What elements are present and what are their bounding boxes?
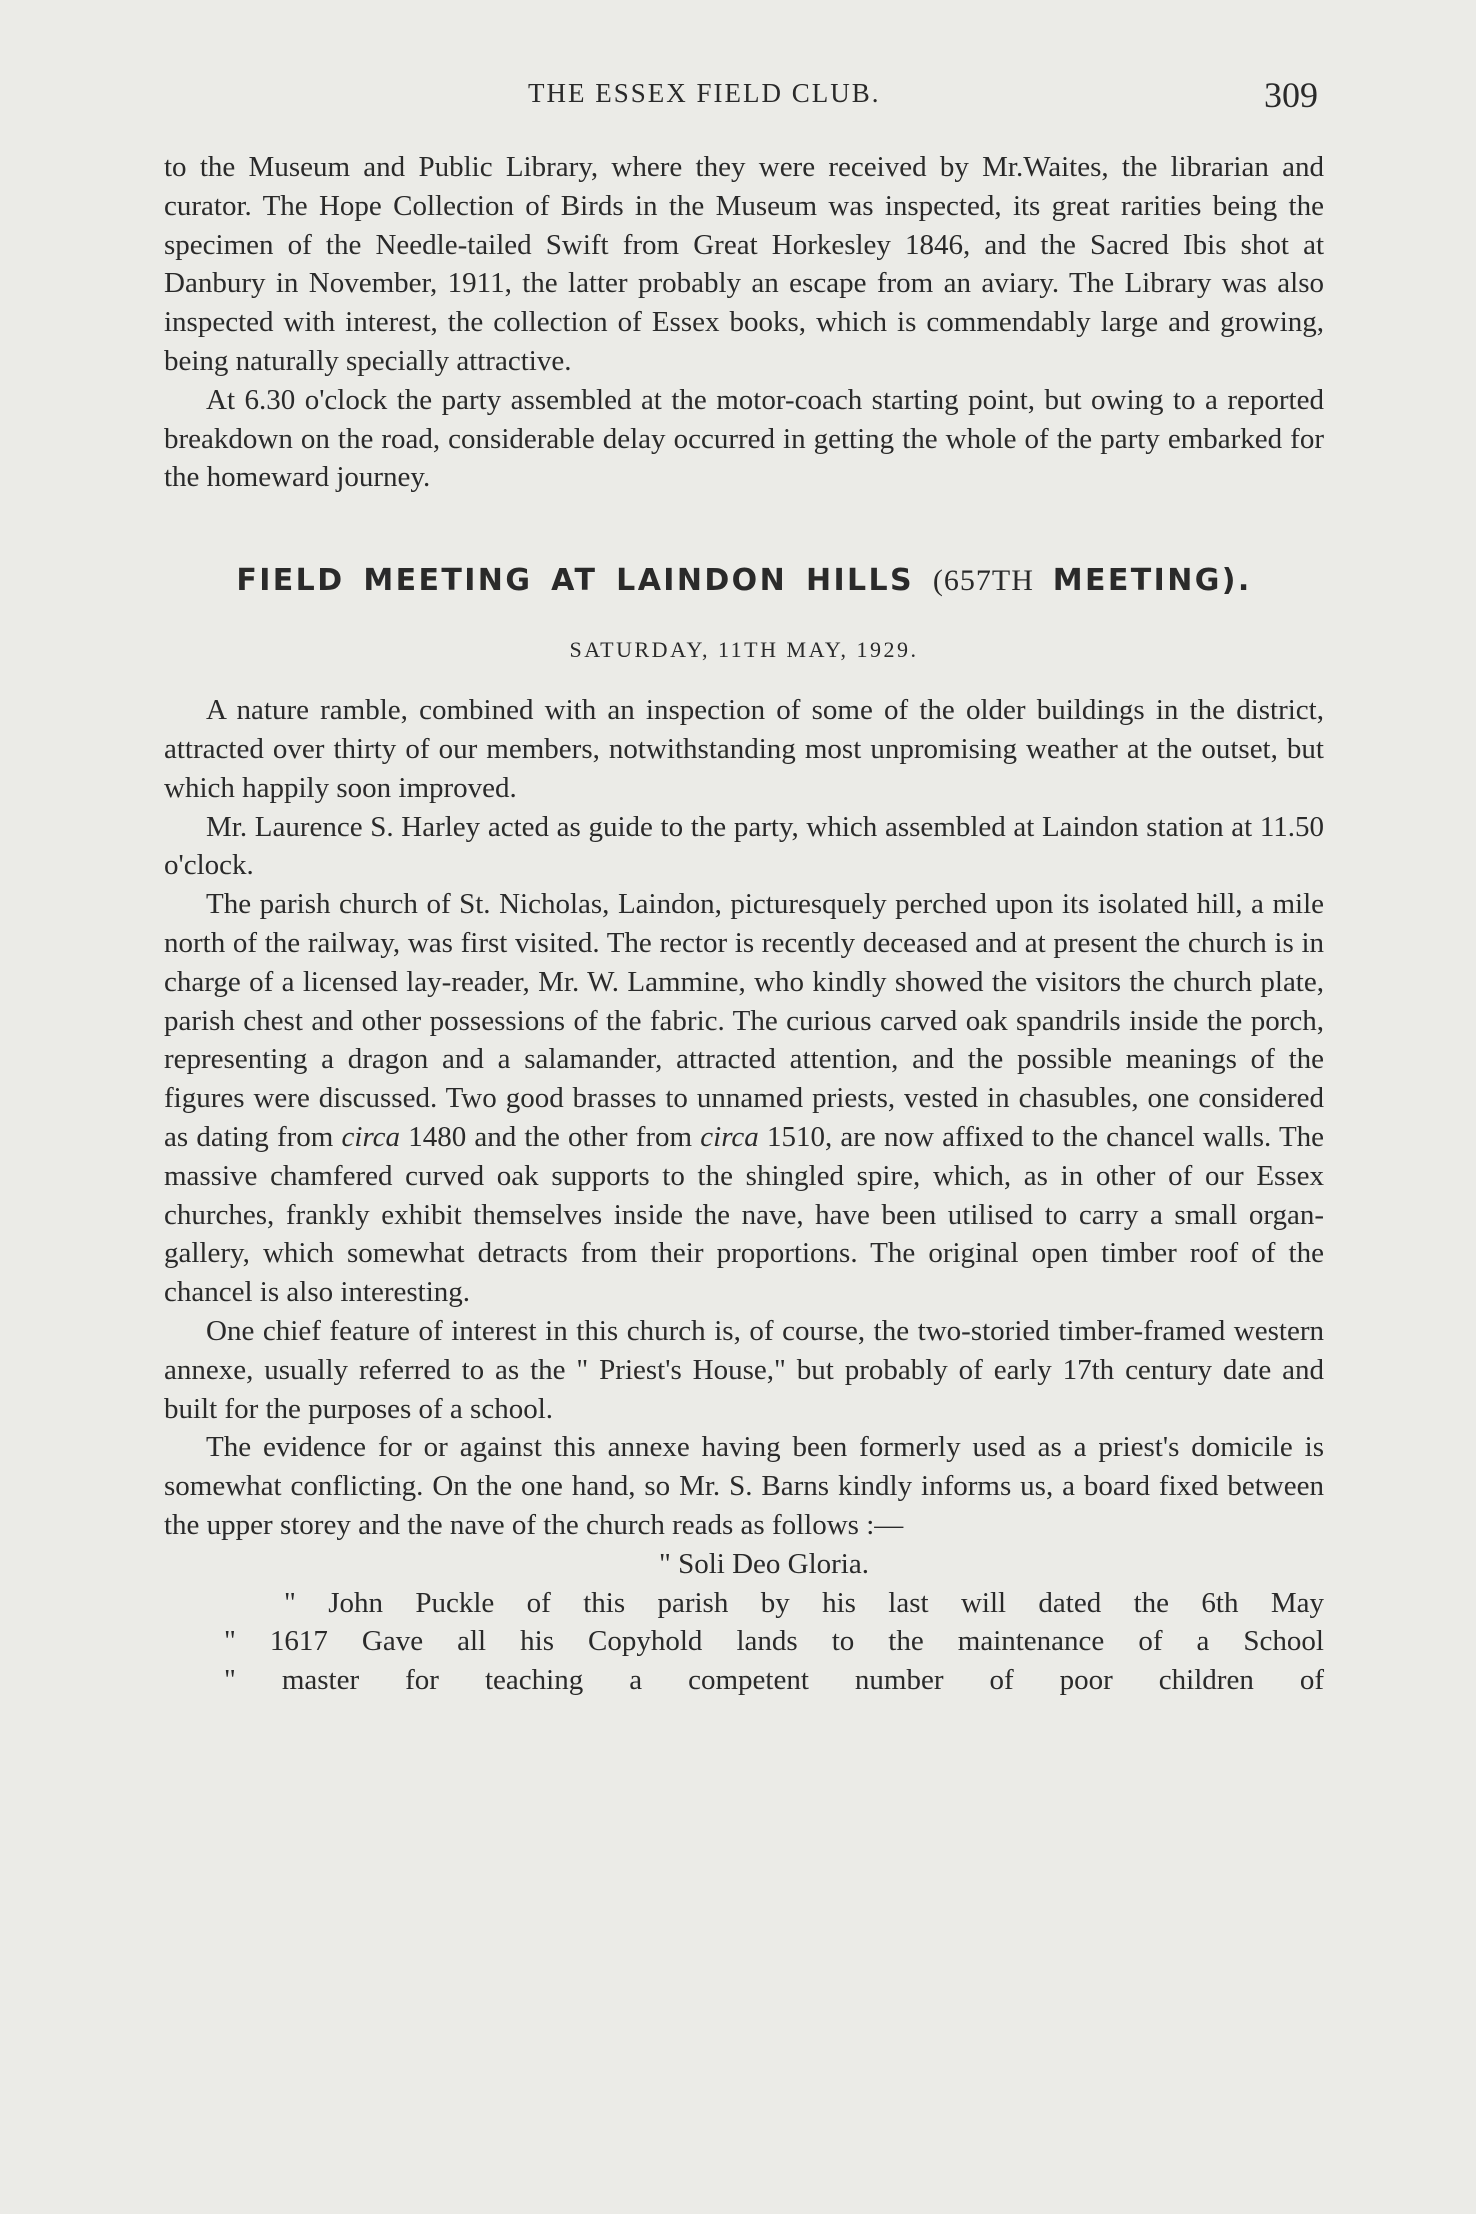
running-head [0,74,1476,124]
section-heading-tail: MEETING). [1052,563,1252,599]
section-spacer [164,497,1324,561]
running-title: THE ESSEX FIELD CLUB. [528,78,881,108]
evidence-paragraph: The evidence for or against this annexe having been formerly used as a priest's domicile is somewhat conflicting. On the one hand, so Mr. S. Barns kindly informs us, a board fixed between the upper storey and the nave of the church reads as follows :— [164,1431,1324,1541]
inscription-line: " John Puckle of this parish by his last will dated the 6th May [284,1586,1324,1619]
board-inscription [164,1545,1324,1700]
annexe-paragraph: One chief feature of interest in this church is, of course, the two-storied timber-framed western annexe, usually referred to as the " Priest's House," but probably of early 17th century date and built for the purposes of a school. [164,1314,1324,1425]
continued-paragraph: to the Museum and Public Library, where they were received by Mr.Waites, the librarian and curator. The Hope Collection of Birds in the Museum was inspected, its great rarities being the specimen of the Needle-tailed Swift from Great Horkesley 1846, and the Sacred Ibis shot at Danbury in November, 1911, the latter probably an escape from an aviary. The Library was also inspected with interest, the collection of Essex books, which is commendably large and growing, being naturally specially attractive. [164,151,1324,377]
ramble-paragraph: A nature ramble, combined with an inspection of some of the older buildings in the district, attracted over thirty of our members, notwithstanding most unpromising weather at the outset, but which happily soon improved. [164,694,1324,804]
section-heading-main: FIELD MEETING AT LAINDON HILLS [236,563,915,599]
meeting-date: SATURDAY, 11TH MAY, 1929. [569,637,919,663]
inscription-title: " Soli Deo Gloria. [659,1547,869,1580]
meeting-number: (657TH [932,564,1034,598]
departure-paragraph: At 6.30 o'clock the party assembled at the motor-coach starting point, but owing to a reported breakdown on the road, considerable delay occurred in getting the whole of the party embarked for the homeward journey. [164,383,1324,494]
page-body [164,148,1324,1700]
inscription-line: " 1617 Gave all his Copyhold lands to the maintenance of a School [224,1625,1324,1658]
section-heading [164,561,1324,601]
church-paragraph [164,885,1324,1312]
church-text-part-1: The parish church of St. Nicholas, Laindon, picturesquely perched upon its isolated hill, a mile north of the railway, was first visited. The rector is recently deceased and at present the church is in charge of a licensed lay-reader, Mr. W. Lammine, who kindly showed the visitors the church plate, parish chest and other possessions of the fabric. The curious carved oak spandrils inside the porch, representing a dragon and a salamander, attracted attention, and the possible meanings of the figures were discussed. Two good brasses to unnamed priests, vested in chasubles, one considered as dating from [164,888,1324,1153]
church-text-part-2: 1480 and the other from [408,1120,693,1153]
circa-term: circa [341,1120,401,1153]
inscription-line: " master for teaching a competent number of poor children of [224,1664,1324,1697]
circa-term: circa [700,1120,759,1153]
church-text-part-3: 1510, are now affixed to the chancel walls. The massive chamfered curved oak supports to the shingled spire, which, as in other of our Essex churches, frankly exhibit themselves inside the nave, have been utilised to carry a small organ-gallery, which somewhat detracts from their proportions. The original open timber roof of the chancel is also interesting. [164,1120,1325,1309]
page-number: 309 [1264,75,1318,115]
guide-paragraph: Mr. Laurence S. Harley acted as guide to the party, which assembled at Laindon station at 11.50 o'clock. [164,810,1324,882]
